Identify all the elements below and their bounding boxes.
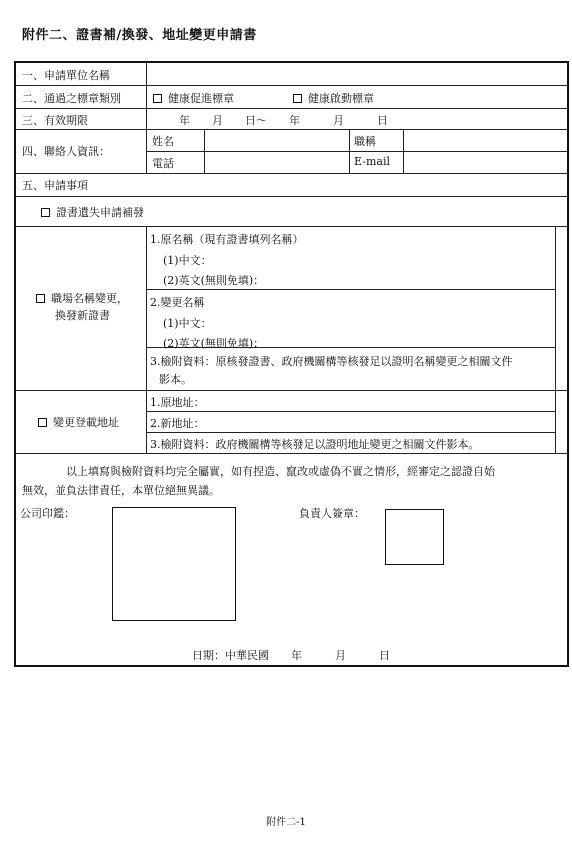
responsible-sign-box[interactable] [385, 509, 444, 565]
row-divider [16, 196, 567, 197]
form-title: 附件二、證書補/換發、地址變更申請書 [22, 28, 257, 43]
badge-option-startup[interactable]: 健康啟動標章 [293, 90, 374, 106]
address-change-option[interactable]: 變更登載地址 [38, 414, 119, 430]
rename-new-cn[interactable]: (1)中文： [163, 317, 212, 330]
address-divider [146, 432, 555, 433]
address-orig[interactable]: 1.原地址： [150, 396, 205, 409]
applicant-label: 一、申請單位名稱 [22, 69, 110, 82]
contact-divider [403, 129, 404, 173]
contact-title-label: 職稱 [354, 135, 376, 148]
company-seal-label: 公司印鑑： [20, 507, 75, 520]
row-divider [16, 453, 567, 454]
badge-option-promotion[interactable]: 健康促進標章 [153, 90, 234, 106]
checkbox-icon[interactable] [41, 208, 50, 217]
rename-attach-line2: 影本。 [159, 373, 192, 386]
declaration-line1: 以上填寫與檢附資料均完全屬實，如有捏造、竄改或虛偽不實之情形，經審定之認證自始 [66, 465, 495, 478]
address-new[interactable]: 2.新地址： [150, 417, 205, 430]
row-divider [16, 173, 567, 174]
badge-type-label: 二、通過之標章類別 [22, 92, 121, 105]
rename-orig-cn[interactable]: (1)中文： [163, 254, 212, 267]
validity-label: 三、有效期限 [22, 114, 88, 127]
lost-cert-option[interactable]: 證書遺失申請補發 [41, 204, 144, 220]
contact-divider [204, 129, 205, 173]
address-attach: 3.檢附資料：政府機關構等核發足以證明地址變更之相關文件影本。 [150, 438, 480, 451]
contact-email-label: E-mail [354, 155, 390, 168]
address-divider [146, 411, 555, 412]
row-divider [16, 85, 567, 86]
row-divider [16, 129, 567, 130]
rename-new-en[interactable]: (2)英文(無則免填)： [163, 337, 265, 350]
form-table [14, 61, 569, 667]
validity-value[interactable]: 年 月 日～ 年 月 日 [179, 114, 388, 127]
checkbox-icon[interactable] [153, 94, 162, 103]
checkbox-icon[interactable] [36, 294, 45, 303]
company-seal-box[interactable] [112, 507, 236, 621]
rename-label-line2: 換發新證書 [55, 309, 110, 322]
contact-label: 四、聯絡人資訊： [22, 145, 110, 158]
rename-attach-line1: 3.檢附資料：原核發證書、政府機關構等核發足以證明名稱變更之相關文件 [150, 355, 513, 368]
column-divider [146, 63, 147, 173]
contact-divider [146, 151, 567, 152]
rename-orig-name: 1.原名稱（現有證書填列名稱） [150, 233, 304, 246]
rename-new-name: 2.變更名稱 [150, 296, 205, 309]
apply-items-label: 五、申請事項 [22, 179, 88, 192]
contact-divider [349, 129, 350, 173]
page-footer: 附件二-1 [266, 817, 306, 828]
rename-divider [146, 289, 555, 290]
declaration-line2: 無效，並負法律責任，本單位絕無異議。 [22, 484, 220, 497]
rename-option[interactable]: 職場名稱變更， [36, 290, 128, 306]
column-divider [146, 226, 147, 453]
row-divider [16, 390, 567, 391]
checkbox-icon[interactable] [293, 94, 302, 103]
responsible-sign-label: 負責人簽章： [299, 507, 365, 520]
date-line[interactable]: 日期：中華民國 年 月 日 [192, 649, 390, 662]
checkbox-icon[interactable] [38, 418, 47, 427]
row-divider [16, 108, 567, 109]
contact-name-label: 姓名 [152, 135, 174, 148]
rename-orig-en[interactable]: (2)英文(無則免填)： [163, 274, 265, 287]
column-divider [555, 226, 556, 453]
row-divider [16, 226, 567, 227]
contact-phone-label: 電話 [152, 157, 174, 170]
